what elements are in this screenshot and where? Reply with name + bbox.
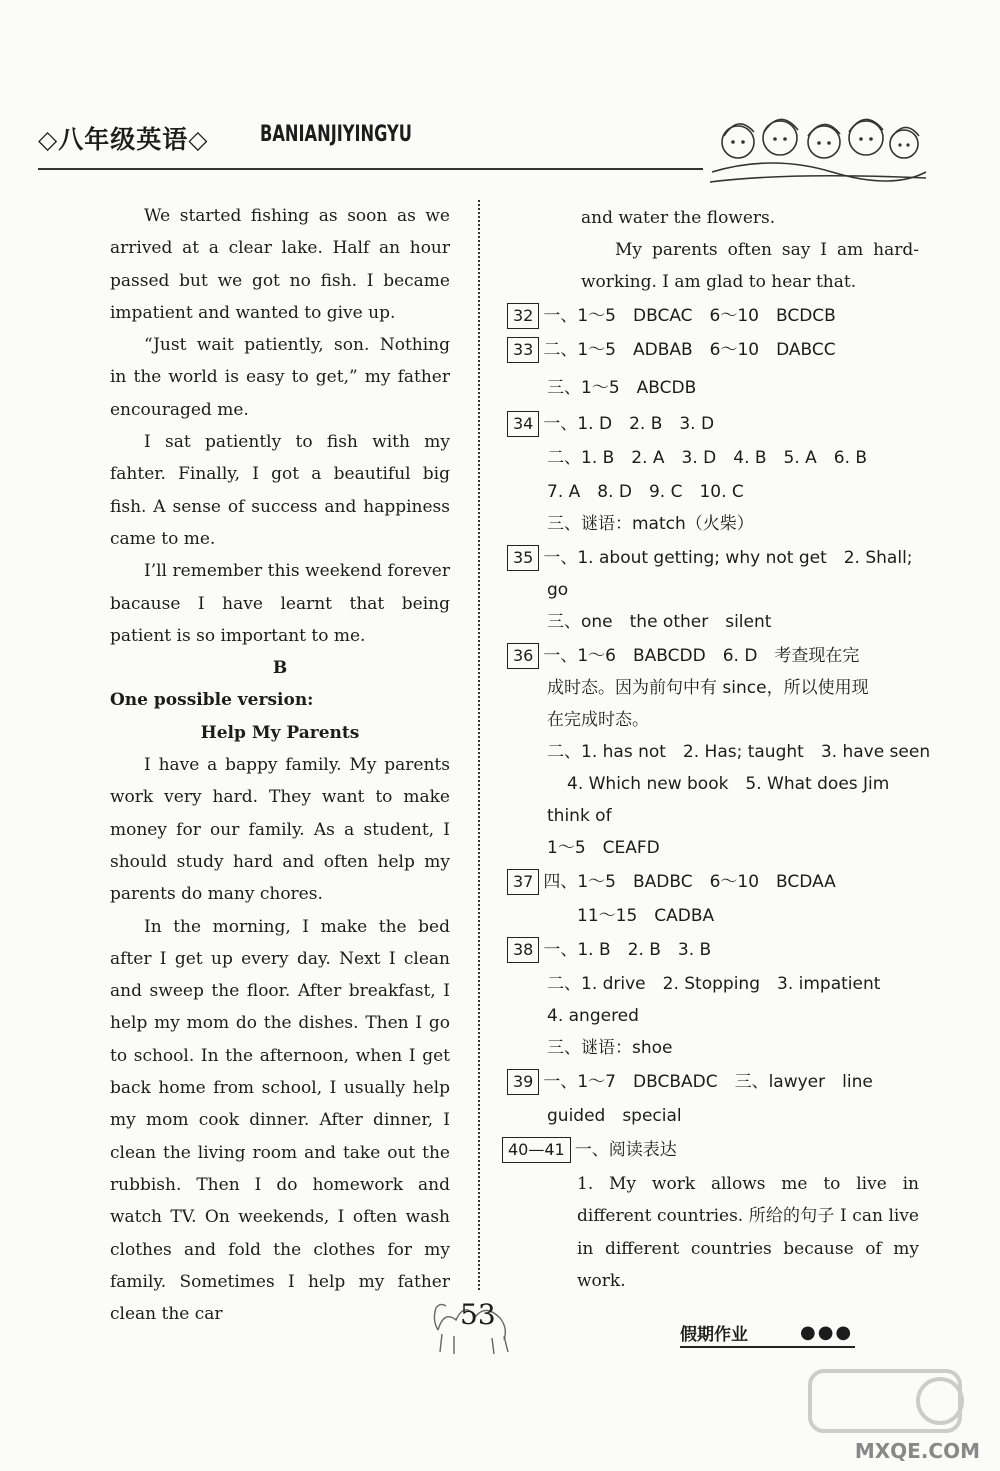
answer-text: 二、1. B 2. A 3. D 4. B 5. A 6. B xyxy=(547,448,868,468)
header-title: ◇八年级英语◇ xyxy=(38,125,209,154)
story-paragraph: We started fishing as soon as we arrived at a clear lake. Half an hour passed but we got no fish. I became impatient and wanted to give up. xyxy=(110,206,450,323)
question-number-box: 37 xyxy=(507,869,539,895)
answer-line xyxy=(507,476,919,508)
watermark-url: MXQE.COM xyxy=(854,1439,980,1463)
answer-text: 三、谜语：shoe xyxy=(547,1038,673,1058)
answer-text: 一、1～7 DBCBADC 三、lawyer line xyxy=(543,1072,873,1092)
answer-text: 一、1～5 DBCAC 6～10 BCDCB xyxy=(543,306,836,326)
answer-text: go xyxy=(547,580,569,600)
footer-dots: ●●● xyxy=(800,1322,854,1343)
answer-text: 一、1～6 BABCDD 6. D 考查现在完 xyxy=(543,646,860,666)
answer-text: 二、1. has not 2. Has; taught 3. have seen xyxy=(547,742,931,762)
answer-item-35 xyxy=(507,542,919,574)
answer-line xyxy=(507,768,919,800)
left-column xyxy=(110,200,450,1330)
answer-item-37 xyxy=(507,866,919,900)
answer-line: 1. My work allows me to live in different countries. 所给的句子 I can live in different countries because of my work. xyxy=(577,1174,919,1291)
answer-text: 在完成时态。 xyxy=(547,710,649,730)
answer-text: guided special xyxy=(547,1106,682,1126)
answer-text: 三、1～5 ABCDB xyxy=(547,378,697,398)
answer-text: 三、谜语：match（火柴） xyxy=(547,514,754,534)
answer-line xyxy=(507,606,919,640)
answer-line xyxy=(507,442,919,476)
answer-line xyxy=(507,372,919,408)
answer-line xyxy=(507,1100,919,1134)
answer-line: and water the flowers. xyxy=(581,208,776,228)
answer-line xyxy=(507,1000,919,1032)
version-label: One possible version: xyxy=(110,690,314,711)
answer-text: 三、one the other silent xyxy=(547,612,772,632)
answer-text: 二、1～5 ADBAB 6～10 DABCC xyxy=(543,340,836,360)
header-rule xyxy=(38,168,703,170)
story-paragraph: I sat patiently to fish with my fahter. Finally, I got a beautiful big fish. A sense of success and happiness came to me. xyxy=(110,432,450,549)
answer-line xyxy=(507,574,919,606)
answer-item-34 xyxy=(507,408,919,442)
footer-rule xyxy=(680,1346,855,1348)
answer-item-33 xyxy=(507,334,919,372)
answer-text: 7. A 8. D 9. C 10. C xyxy=(547,482,744,502)
answer-item-39 xyxy=(507,1066,919,1100)
answer-item-40-41 xyxy=(502,1134,919,1168)
answer-item-36 xyxy=(507,640,919,672)
answer-text: 11～15 CADBA xyxy=(577,906,715,926)
answer-line: My parents often say I am hard-working. I am glad to hear that. xyxy=(581,240,919,293)
essay-paragraph: In the morning, I make the bed after I get up every day. Next I clean and sweep the floor. After breakfast, I help my mom do the dishes. Then I go to school. In the afternoon, when I get back home from school, I usually help my mom cook dinner. After dinner, I clean the living room and take out the rubbish. Then I do homework and watch TV. On weekends, I often wash clothes and fold the clothes for my family. Sometimes I help my father clean the car xyxy=(110,916,450,1325)
story-paragraph: “Just wait patiently, son. Nothing in the world is easy to get,” my father encouraged me. xyxy=(110,335,450,420)
header-subtitle: BANIANJIYINGYU xyxy=(260,122,412,147)
answer-text: 4. angered xyxy=(547,1006,639,1026)
answer-line xyxy=(507,736,931,768)
answer-line xyxy=(507,672,919,704)
answer-text: think of xyxy=(547,806,612,826)
page-footer xyxy=(0,1290,1000,1370)
question-number-box: 36 xyxy=(507,643,539,669)
column-divider xyxy=(478,200,480,1290)
essay-paragraph: I have a bappy family. My parents work very hard. They want to make money for our family. As a student, I should study hard and often help my parents do many chores. xyxy=(110,755,450,905)
question-number-box: 33 xyxy=(507,337,539,363)
answer-text: 4. Which new book 5. What does Jim xyxy=(567,774,890,794)
section-b-heading: B xyxy=(272,658,288,679)
answer-line xyxy=(507,968,919,1000)
footer-label: 假期作业 xyxy=(680,1325,748,1345)
essay-title: Help My Parents xyxy=(200,722,360,743)
answer-text: 一、1. about getting; why not get 2. Shall; xyxy=(543,548,913,568)
question-number-box: 34 xyxy=(507,411,539,437)
story-paragraph: I’ll remember this weekend forever bacause I have learnt that being patient is so important to me. xyxy=(110,561,450,646)
question-number-box: 39 xyxy=(507,1069,539,1095)
answer-text: 一、1. B 2. B 3. B xyxy=(543,940,712,960)
question-number-box: 38 xyxy=(507,937,539,963)
answer-line xyxy=(507,900,919,934)
answer-line xyxy=(507,508,919,542)
answer-line xyxy=(507,800,919,832)
answer-text: 二、1. drive 2. Stopping 3. impatient xyxy=(547,974,881,994)
answer-line xyxy=(507,832,919,866)
page-number: 53 xyxy=(460,1298,496,1331)
answer-text: 一、阅读表达 xyxy=(574,1140,677,1160)
question-number-box: 35 xyxy=(507,545,539,571)
answer-text: 成时态。因为前句中有 since，所以使用现 xyxy=(547,678,869,698)
cartoon-children-illustration xyxy=(708,112,928,190)
answer-text: 一、1. D 2. B 3. D xyxy=(543,414,715,434)
answer-line xyxy=(507,704,919,736)
question-number-box: 40—41 xyxy=(502,1137,571,1163)
answer-item-38 xyxy=(507,934,919,968)
answer-item-32 xyxy=(507,300,919,334)
page-header xyxy=(38,120,928,180)
question-number-box: 32 xyxy=(507,303,539,329)
answer-text: 四、1～5 BADBC 6～10 BCDAA xyxy=(543,872,836,892)
right-column xyxy=(507,202,931,1297)
answer-line xyxy=(507,1032,919,1066)
answer-text: 1～5 CEAFD xyxy=(547,838,660,858)
